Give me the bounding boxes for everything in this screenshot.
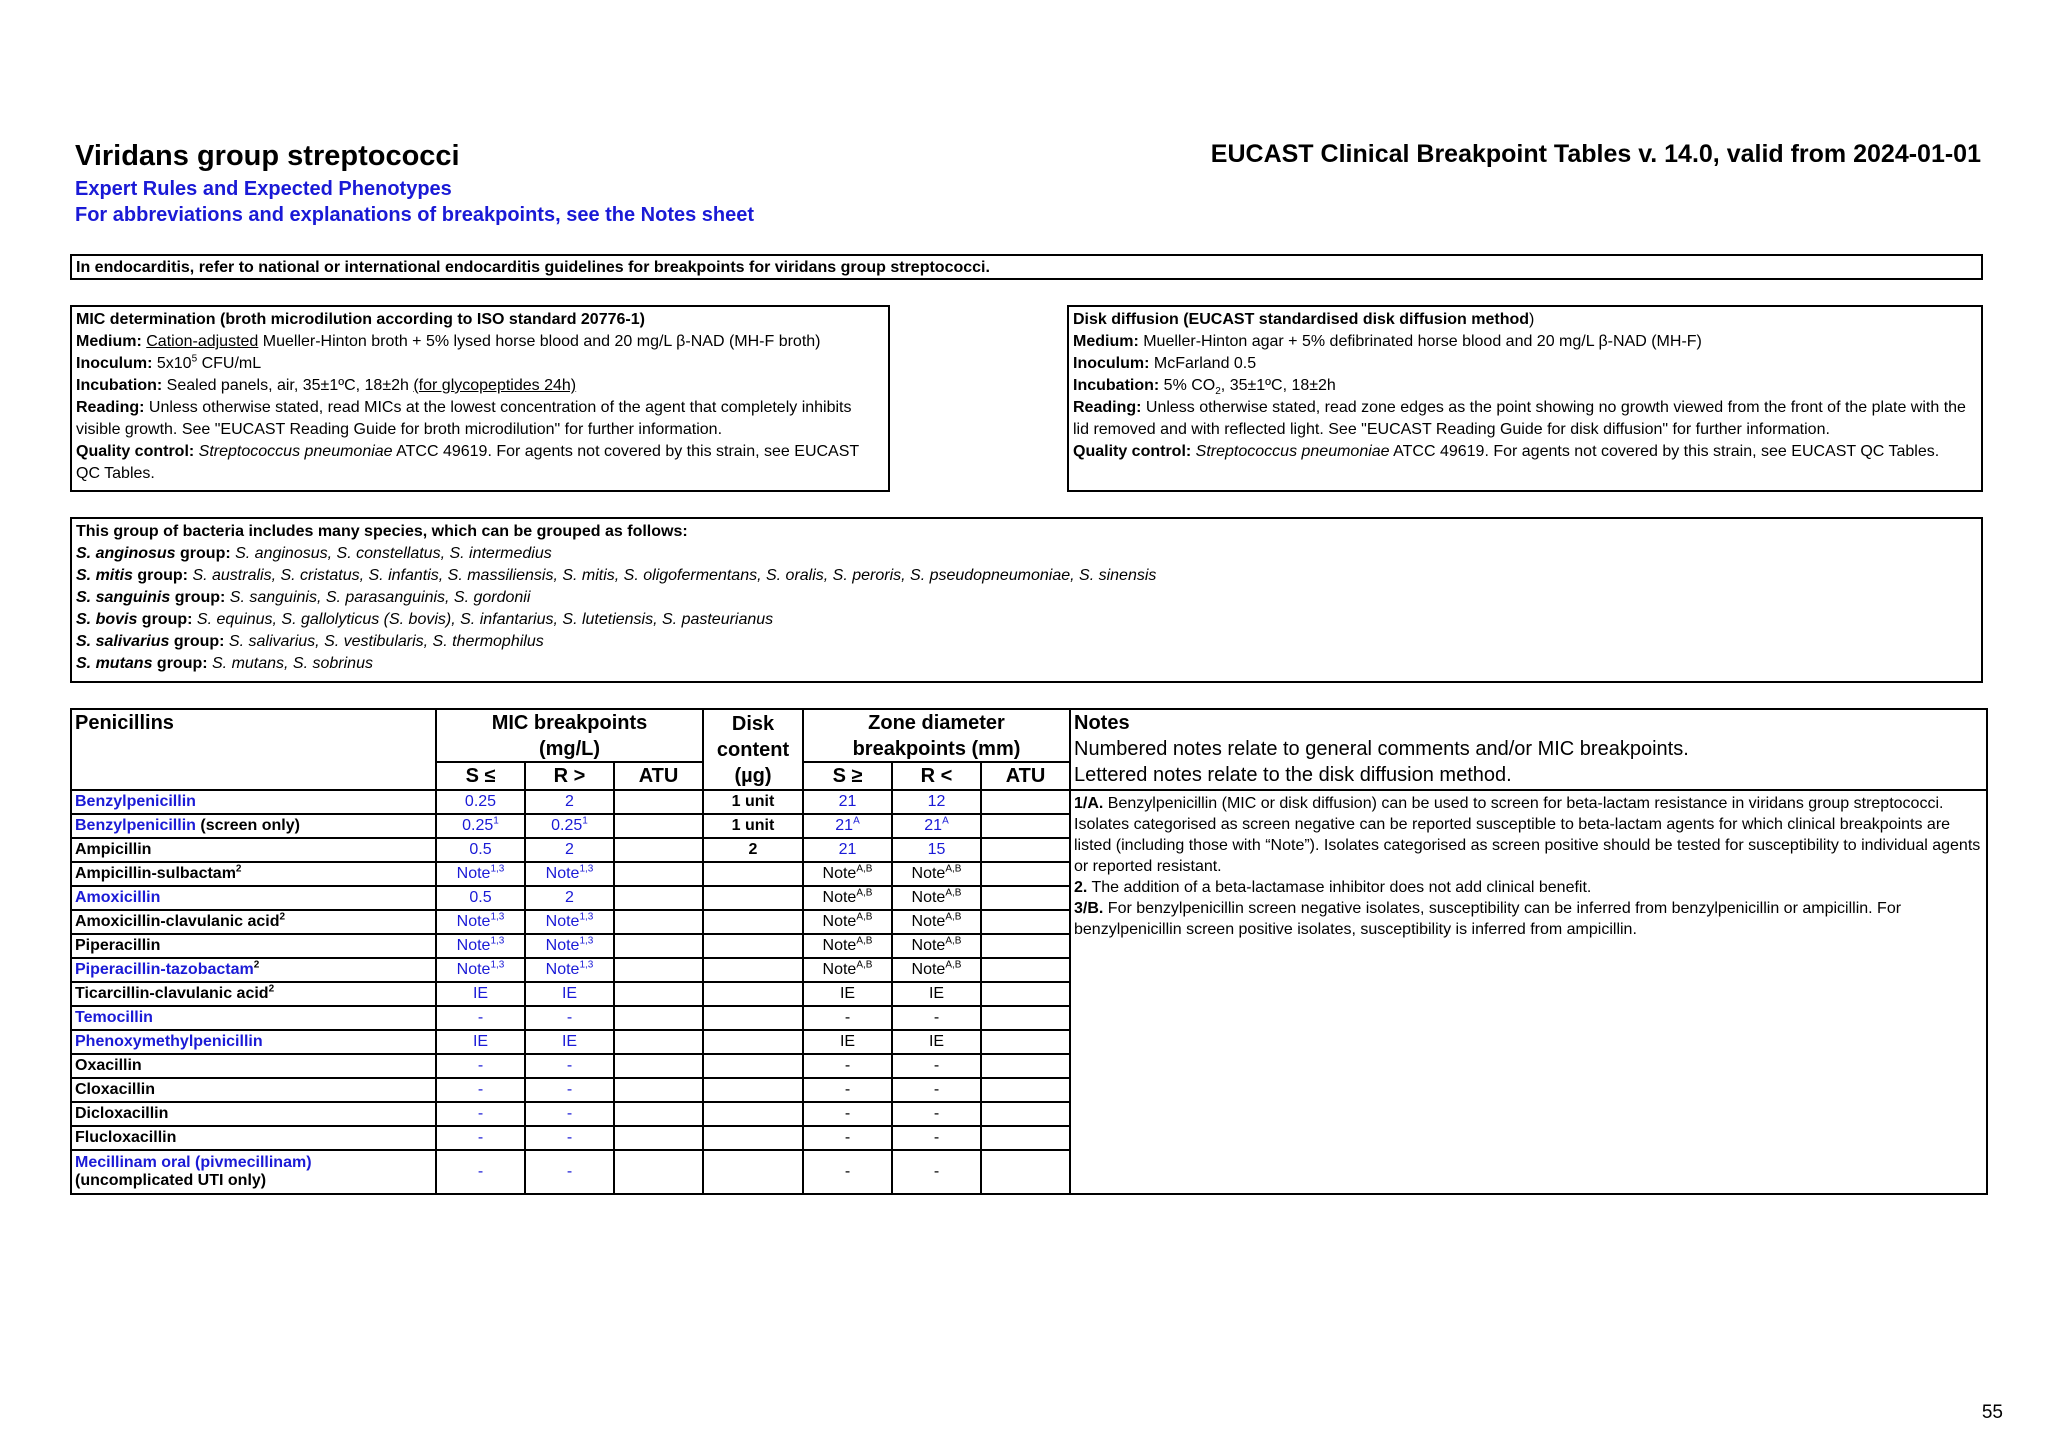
agent-link[interactable]: Amoxicillin	[75, 889, 161, 906]
mic-atu-cell	[614, 934, 703, 958]
agent-link[interactable]: Benzylpenicillin	[75, 793, 196, 810]
mic-r-cell: 0.25$^1$	[525, 814, 614, 838]
note-item: 2. The addition of a beta-lactamase inhibitor does not add clinical benefit.	[1074, 879, 1592, 896]
agent-name-cell[interactable]	[71, 838, 436, 862]
disk-content-cell	[703, 1078, 803, 1102]
mic-s-cell: Note$^{1,3}$	[436, 862, 525, 886]
zone-s-cell: -	[803, 1102, 892, 1126]
mic-s-cell: 0.5	[436, 886, 525, 910]
mic-atu-cell	[614, 1078, 703, 1102]
zone-atu-cell	[981, 958, 1070, 982]
zone-s-cell: -	[803, 1150, 892, 1194]
mic-atu-header: ATU	[614, 762, 703, 790]
zone-s-cell: Note$^{A,B}$	[803, 958, 892, 982]
disk-content-header: Disk content (µg)	[703, 709, 803, 790]
disk-content-cell	[703, 1102, 803, 1126]
zone-r-cell: Note$^{A,B}$	[892, 934, 981, 958]
disk-content-cell	[703, 1150, 803, 1194]
disk-content-cell	[703, 934, 803, 958]
mic-r-cell: -	[525, 1054, 614, 1078]
zone-r-cell: -	[892, 1102, 981, 1126]
mic-s-cell: -	[436, 1150, 525, 1194]
agent-link[interactable]: Mecillinam oral (pivmecillinam)	[75, 1154, 312, 1171]
disk-content-cell	[703, 982, 803, 1006]
disk-content-cell: 1 unit	[703, 790, 803, 814]
agent-link: Amoxicillin-clavulanic acid	[75, 913, 280, 930]
mic-quality-control: Quality control: Streptococcus pneumoniae ATCC 49619. For agents not covered by this strain, see EUCAST QC Tables.	[76, 443, 859, 482]
mic-breakpoints-header: MIC breakpoints (mg/L)	[436, 709, 703, 762]
zone-r-cell: $21^A$	[892, 814, 981, 838]
agent-name-cell[interactable]	[71, 1006, 436, 1030]
zone-r-cell: Note$^{A,B}$	[892, 862, 981, 886]
mic-s-cell: Note$^{1,3}$	[436, 958, 525, 982]
zone-atu-cell	[981, 838, 1070, 862]
zone-atu-cell	[981, 1030, 1070, 1054]
notes-cell	[1070, 790, 1987, 1194]
mic-atu-cell	[614, 886, 703, 910]
mic-atu-cell	[614, 790, 703, 814]
agent-name-cell[interactable]	[71, 1030, 436, 1054]
disk-diffusion-box	[1067, 305, 1983, 492]
disk-box-title: Disk diffusion (EUCAST standardised disk diffusion method)	[1073, 311, 1535, 328]
zone-atu-cell	[981, 862, 1070, 886]
disk-medium: Medium: Mueller-Hinton agar + 5% defibrinated horse blood and 20 mg/L β-NAD (MH-F)	[1073, 333, 1702, 350]
species-group-item: S. anginosus group: S. anginosus, S. constellatus, S. intermedius	[76, 545, 552, 562]
mic-s-cell: Note$^{1,3}$	[436, 934, 525, 958]
zone-atu-cell	[981, 982, 1070, 1006]
zone-r-cell: -	[892, 1150, 981, 1194]
mic-box-title: MIC determination (broth microdilution according to ISO standard 20776-1)	[76, 311, 645, 328]
zone-atu-cell	[981, 790, 1070, 814]
disk-content-cell	[703, 1030, 803, 1054]
zone-s-cell: -	[803, 1126, 892, 1150]
zone-atu-cell	[981, 886, 1070, 910]
mic-atu-cell	[614, 982, 703, 1006]
disk-content-cell	[703, 886, 803, 910]
mic-determination-box	[70, 305, 890, 492]
mic-atu-cell	[614, 1102, 703, 1126]
zone-s-cell: $21^A$	[803, 814, 892, 838]
groups-title: This group of bacteria includes many species, which can be grouped as follows:	[76, 523, 688, 540]
agent-name-cell[interactable]	[71, 790, 436, 814]
mic-r-cell: IE	[525, 1030, 614, 1054]
mic-r-cell: 2	[525, 886, 614, 910]
mic-r-cell: -	[525, 1006, 614, 1030]
zone-atu-cell	[981, 1126, 1070, 1150]
agent-name-cell[interactable]	[71, 1102, 436, 1126]
mic-s-cell: -	[436, 1102, 525, 1126]
agent-name-cell[interactable]: Ticarcillin-clavulanic acid$^2$	[71, 982, 436, 1006]
mic-atu-cell	[614, 910, 703, 934]
mic-incubation: Incubation: Sealed panels, air, 35±1ºC, 18±2h (for glycopeptides 24h)	[76, 377, 577, 394]
mic-r-cell: 2	[525, 790, 614, 814]
zone-r-cell: Note$^{A,B}$	[892, 910, 981, 934]
mic-atu-cell	[614, 1006, 703, 1030]
disk-quality-control: Quality control: Streptococcus pneumoniae ATCC 49619. For agents not covered by this strain, see EUCAST QC Tables.	[1073, 443, 1940, 460]
agent-link: Dicloxacillin	[75, 1105, 169, 1122]
mic-atu-cell	[614, 1150, 703, 1194]
disk-content-cell	[703, 910, 803, 934]
species-group-item: S. mitis group: S. australis, S. cristatus, S. infantis, S. massiliensis, S. mitis, S. oligofermentans, S. oralis, S. peroris, S. pseudopneumoniae, S. sinensis	[76, 567, 1157, 584]
agent-link[interactable]: Temocillin	[75, 1009, 153, 1026]
zone-r-cell: IE	[892, 982, 981, 1006]
agent-link: Cloxacillin	[75, 1081, 156, 1098]
expert-rules-link[interactable]: Expert Rules and Expected Phenotypes	[75, 178, 452, 200]
page-title: Viridans group streptococci	[75, 140, 460, 172]
table-version-heading: EUCAST Clinical Breakpoint Tables v. 14.0, valid from 2024-01-01	[1210, 140, 1981, 168]
agent-name-cell[interactable]	[71, 1078, 436, 1102]
agent-name-cell[interactable]	[71, 1126, 436, 1150]
mic-s-cell: -	[436, 1006, 525, 1030]
zone-r-header: R <	[892, 762, 981, 790]
disk-content-cell	[703, 1054, 803, 1078]
agent-name-cell[interactable]	[71, 934, 436, 958]
note-item: 3/B. For benzylpenicillin screen negative isolates, susceptibility can be inferred from benzylpenicillin or ampicillin. For benzylpenicillin screen positive isolates, susceptibility is inferred from ampicillin.	[1074, 900, 1902, 938]
zone-s-cell: Note$^{A,B}$	[803, 862, 892, 886]
agent-name-cell[interactable]	[71, 886, 436, 910]
mic-atu-cell	[614, 1054, 703, 1078]
mic-s-cell: -	[436, 1078, 525, 1102]
zone-atu-cell	[981, 1150, 1070, 1194]
mic-r-cell: -	[525, 1102, 614, 1126]
disk-incubation: Incubation: 5% $CO_2$, 35±1ºC, 18±2h	[1073, 377, 1336, 398]
agent-name-cell[interactable]: Piperacillin-tazobactam$^2$	[71, 958, 436, 982]
zone-r-cell: -	[892, 1078, 981, 1102]
zone-r-cell: Note$^{A,B}$	[892, 958, 981, 982]
agent-name-cell[interactable]: Amoxicillin-clavulanic acid$^2$	[71, 910, 436, 934]
mic-s-cell: 0.25	[436, 790, 525, 814]
mic-r-cell: 2	[525, 838, 614, 862]
zone-atu-cell	[981, 1006, 1070, 1030]
notes-sheet-link[interactable]: For abbreviations and explanations of breakpoints, see the Notes sheet	[75, 204, 755, 226]
agent-link: Ampicillin-sulbactam	[75, 865, 236, 882]
zone-atu-cell	[981, 1078, 1070, 1102]
species-group-item: S. salivarius group: S. salivarius, S. vestibularis, S. thermophilus	[76, 633, 544, 650]
zone-s-cell: 21	[803, 790, 892, 814]
mic-r-cell: -	[525, 1126, 614, 1150]
zone-s-cell: Note$^{A,B}$	[803, 934, 892, 958]
group-header: Penicillins	[71, 709, 436, 790]
mic-s-cell: -	[436, 1126, 525, 1150]
zone-s-cell: Note$^{A,B}$	[803, 886, 892, 910]
zone-r-cell: Note$^{A,B}$	[892, 886, 981, 910]
mic-r-cell: -	[525, 1150, 614, 1194]
disk-content-cell	[703, 1006, 803, 1030]
mic-inoculum: Inoculum: $5x10^5$ CFU/mL	[76, 353, 262, 372]
agent-link[interactable]: Benzylpenicillin	[75, 817, 196, 834]
zone-atu-cell	[981, 814, 1070, 838]
table-row	[71, 790, 1987, 814]
groups-list	[76, 543, 1977, 675]
agent-link: Oxacillin	[75, 1057, 142, 1074]
mic-r-cell: Note$^{1,3}$	[525, 958, 614, 982]
zone-atu-header: ATU	[981, 762, 1070, 790]
species-group-item: S. sanguinis group: S. sanguinis, S. parasanguinis, S. gordonii	[76, 589, 531, 606]
disk-inoculum: Inoculum: McFarland 0.5	[1073, 355, 1257, 372]
note-item: 1/A. Benzylpenicillin (MIC or disk diffusion) can be used to screen for beta-lactam resistance in viridans group streptococci. Isolates categorised as screen negative can be reported susceptible to beta-lactam agents for which clinical breakpoints are listed (including those with “Note”). Isolates categorised as screen positive should be tested for susceptibility to individual agents or reported resistant.	[1074, 795, 1981, 875]
agent-name-cell[interactable]: Ampicillin-sulbactam$^2$	[71, 862, 436, 886]
notes-header: Notes Numbered notes relate to general comments and/or MIC breakpoints. Lettered notes relate to the disk diffusion method.	[1070, 709, 1987, 790]
zone-r-cell: -	[892, 1006, 981, 1030]
mic-s-cell: IE	[436, 982, 525, 1006]
mic-s-header: S ≤	[436, 762, 525, 790]
mic-s-cell: -	[436, 1054, 525, 1078]
mic-s-cell: IE	[436, 1030, 525, 1054]
mic-r-header: R >	[525, 762, 614, 790]
agent-name-cell[interactable]	[71, 1054, 436, 1078]
disk-content-cell	[703, 862, 803, 886]
zone-s-cell: IE	[803, 1030, 892, 1054]
mic-atu-cell	[614, 838, 703, 862]
mic-r-cell: Note$^{1,3}$	[525, 862, 614, 886]
zone-r-cell: IE	[892, 1030, 981, 1054]
endocarditis-note: In endocarditis, refer to national or international endocarditis guidelines for breakpoints for viridans group streptococci.	[70, 254, 1983, 280]
zone-r-cell: 12	[892, 790, 981, 814]
species-groups-box	[70, 517, 1983, 683]
mic-r-cell: -	[525, 1078, 614, 1102]
disk-content-cell	[703, 958, 803, 982]
agent-link: Ticarcillin-clavulanic acid	[75, 985, 269, 1002]
zone-r-cell: -	[892, 1126, 981, 1150]
disk-content-cell	[703, 1126, 803, 1150]
mic-r-cell: Note$^{1,3}$	[525, 934, 614, 958]
agent-link: Ampicillin	[75, 841, 152, 858]
mic-atu-cell	[614, 862, 703, 886]
mic-atu-cell	[614, 814, 703, 838]
zone-s-cell: -	[803, 1006, 892, 1030]
species-group-item: S. mutans group: S. mutans, S. sobrinus	[76, 655, 373, 672]
mic-s-cell: Note$^{1,3}$	[436, 910, 525, 934]
zone-s-cell: -	[803, 1078, 892, 1102]
mic-s-cell: 0.25$^1$	[436, 814, 525, 838]
zone-s-cell: IE	[803, 982, 892, 1006]
agent-name-cell[interactable]: Mecillinam oral (pivmecillinam) (uncomplicated UTI only)	[71, 1150, 436, 1194]
zone-s-header: S ≥	[803, 762, 892, 790]
agent-link[interactable]: Piperacillin-tazobactam	[75, 961, 254, 978]
agent-link: Flucloxacillin	[75, 1129, 177, 1146]
zone-s-cell: Note$^{A,B}$	[803, 910, 892, 934]
mic-s-cell: 0.5	[436, 838, 525, 862]
zone-atu-cell	[981, 1054, 1070, 1078]
species-group-item: S. bovis group: S. equinus, S. gallolyticus (S. bovis), S. infantarius, S. lutetiensis, S. pasteurianus	[76, 611, 774, 628]
mic-r-cell: Note$^{1,3}$	[525, 910, 614, 934]
agent-link[interactable]: Phenoxymethylpenicillin	[75, 1033, 263, 1050]
breakpoint-table	[70, 708, 1988, 1195]
zone-diameter-header: Zone diameter breakpoints (mm)	[803, 709, 1070, 762]
mic-r-cell: IE	[525, 982, 614, 1006]
zone-atu-cell	[981, 910, 1070, 934]
agent-link: Piperacillin	[75, 937, 161, 954]
disk-content-cell: 2	[703, 838, 803, 862]
disk-content-cell: 1 unit	[703, 814, 803, 838]
agent-name-cell[interactable]: Benzylpenicillin (screen only)	[71, 814, 436, 838]
zone-r-cell: 15	[892, 838, 981, 862]
mic-atu-cell	[614, 1126, 703, 1150]
mic-atu-cell	[614, 958, 703, 982]
disk-reading: Reading: Unless otherwise stated, read zone edges as the point showing no growth viewed from the front of the plate with the lid removed and with reflected light. See "EUCAST Reading Guide for disk diffusion" for further information.	[1073, 399, 1966, 438]
zone-s-cell: 21	[803, 838, 892, 862]
mic-medium: Medium: Cation-adjusted Mueller-Hinton broth + 5% lysed horse blood and 20 mg/L β-NAD (MH-F broth)	[76, 333, 821, 350]
table-header-row-1	[71, 709, 1987, 762]
mic-reading: Reading: Unless otherwise stated, read MICs at the lowest concentration of the agent that completely inhibits visible growth. See "EUCAST Reading Guide for broth microdilution" for further information.	[76, 399, 852, 438]
zone-s-cell: -	[803, 1054, 892, 1078]
page-number: 55	[1981, 1402, 2003, 1423]
zone-atu-cell	[981, 1102, 1070, 1126]
zone-r-cell: -	[892, 1054, 981, 1078]
zone-atu-cell	[981, 934, 1070, 958]
mic-atu-cell	[614, 1030, 703, 1054]
